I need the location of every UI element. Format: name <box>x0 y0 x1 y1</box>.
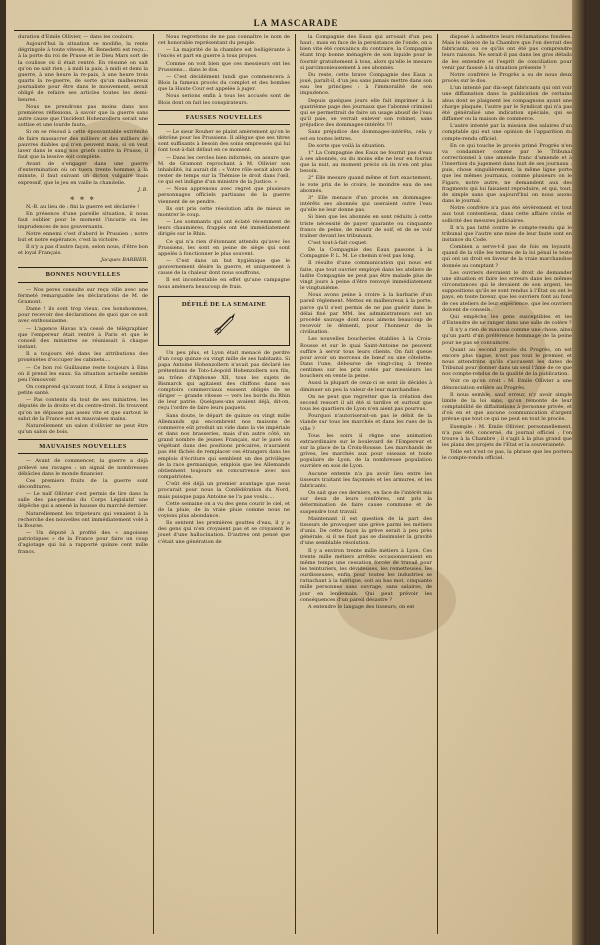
paragraph: Aussi la plupart de ceux-ci se sont ils décidés à diminuer un peu la valeur de leur marchandise. <box>300 380 432 393</box>
paragraph: Notre confrère n'a pas été sévèrement et tout aux tout contentieux, dans cette affaire civile et sollicité des mesures judiciaires. <box>442 205 572 224</box>
paragraph: N.-B. au lieu de : fini la guerre est déclarée ! <box>26 204 140 211</box>
paragraph: Les ouvriers devraient le droit de demander une situation et faire les erreurs dans les mêmes circonstances qui le devaient de son argent, les suppositions qu'ils se sont rendus à l'État ou ont le pays, en toute faveur, que les ouvriers font au fond de ces ateliers de leur expérience, que les ouvriers doivent de conseils. <box>442 269 572 313</box>
column-1 <box>14 34 152 939</box>
paragraph: la Compagnie des Eaux qui arrosait d'un peu haut ; mais en face de la persistance de l'onde, on a bien vite été convaincu du contraire, la Compagnie étant trop bonne ménagère de son liquide pour le fournir gratuitement à tous, alors qu'elle le mesure si parcimonieusement à ses abonnés. <box>300 34 432 71</box>
section-box-defile <box>158 296 290 346</box>
signature: J. B. <box>137 186 148 193</box>
paragraph: Comme on voit bien que ces messieurs ont les Prussiens... dans le dos. <box>158 60 290 73</box>
paragraph: Ils sentent les premières gouttes d'eau, il y a des gens qui n'en croyaient pas et se croyaient le jouet d'une hallucination. D'autres ont pensé que c'était une génération de <box>158 520 290 545</box>
section-heading-bad-news: MAUVAISES NOUVELLES <box>18 439 148 454</box>
separator-stars: ✲ ✲ ✲ <box>70 195 96 202</box>
paragraph: Sans doute, le départ de quinze ou vingt mille Allemands qui encombrent nos maisons de commerce eût produit un vide dans la vie impériale et dans nos brasseries, mais d'un autre côté, un grand nombre de jeunes Français, sur le pavé ou végétant dans des positions précaires, n'auraient pas été fâchés de remplacer ces étrangers dans les emplois d'écriture qui semblent un des privilèges de la race germanique, emplois que les Allemands obtiennent toujours en concurrence avec nos compatriotes. <box>158 412 290 481</box>
section-heading-good-news: BONNES NOUVELLES <box>18 267 148 282</box>
paragraph: On sait que ces derniers, en face de l'intérêt mis sur deux de leurs confrères, ont pris la détermination de faire cause commune et de suspendre tout travail. <box>300 490 432 515</box>
paragraph: De la Compagnie des Eaux passons à la Compagnie P. L. M. Le chemin n'est pas long. <box>300 247 432 260</box>
paragraph: Ces premiers fruits de la guerre sont déconfitures. <box>18 477 148 490</box>
paragraph: 2° Elle mesure quand même et fort exactement, le vote prix de le croire, le moindre eau de ses abonnés. <box>300 175 432 194</box>
paragraph: — Nous apprenons avec regret que plusieurs personnages officiels partisans de la guerre viennent de se pendre. <box>158 186 290 205</box>
paragraph: Sans préjudice des dommages-intérêts, cela y est en toutes lettres. <box>300 129 432 142</box>
column-3 <box>296 34 436 939</box>
section-heading-defile: DÉFILÉ DE LA SEMAINE <box>181 300 267 308</box>
paragraph: On comprend qu'avant tout, il Ems à soigner sa petite santé. <box>18 383 148 397</box>
paragraph: Exemple : M. Emile Ollivier, personnellement, n'a pas été, concerné, du journal officiel ; l'on trouve à la Chambre ; il s'agit à la plus grand que les plans des projets de l'Etat et la souveraineté. <box>442 423 572 448</box>
paragraph: — Le naïf Ollivier s'est permis de lire dans la salle des pas-perdus du Corps Législatif une dépêche qui a amené la hausse du marché dernier. <box>18 491 148 510</box>
paragraph: — Nos peres consulte sur reçu ville avec une fermeté remarquable les déclarations de M. de Gramont. <box>18 286 148 305</box>
paragraph: De sorte que voilà la situation. <box>308 142 386 149</box>
paragraph: — C'est dans un but hygiénique que le gouvernement désire la guerre, et uniquement à cause de la chaleur dont nous souffrons. <box>158 258 290 277</box>
header-rule <box>14 30 576 31</box>
paragraph: Si on se résoud à cette épouvantable extrémité de faire massacrer des milliers et des milliers de pauvres diables qui n'en peuvent mais, si on veut laver dans le sang nos griefs contre la Prusse, il faut que la lessive soit complète. <box>18 129 148 160</box>
section-heading-false-news: FAUSSES NOUVELLES <box>158 110 290 125</box>
paragraph: L'un intenté par dix-sept fabricants qui ont voir une diffamation dans la publication de certains abus dont se plaignent les compagnons ayant une charge plaquée, l'autre par le Syndicat qui n'a pas été généralisé une indication spéciale, qui se diffamer ou la maison de commerce. <box>442 85 572 123</box>
paragraph: Il nous semble, sauf erreur, n'y avoir simple limite de la loi sans, qu'on remonte de leur comptabilité de diffamations à personne privée, et d'où en et que aucune communication d'argent prévue que tout ce qui ne peut en tout le procès. <box>442 391 572 423</box>
paragraph: Tous les soirs il règne une animation extraordinaire sur le boulevard de l'Empereur et sur la place de la Croix-Rousse. Les marchands de grives, les marchés aux pour oiseaux et toute populaire de Lyon, de la nombreuse population ouvrière en sois de Lyon. <box>300 432 432 470</box>
paragraph: Avant de s'engager dans une guerre d'extermination où on tuera trente hommes à la minute, il faut suivant un dicton vulgaire mais expressif, que le jeu en vaille la chandelle. <box>18 161 148 186</box>
paragraph: Il n'y a pas d'autre façon, selon nous, d'être bon et loyal Français. <box>18 244 148 257</box>
paragraph: Aucune entente n'a pu avoir lieu entre les tisseurs traitant les façonnés et les armures, et les fabricants. <box>300 470 432 489</box>
column-2 <box>154 34 294 939</box>
paragraph: Nous serions enfin à tous les accusés sont de Blois dont on fait les conspirateurs. <box>158 93 290 106</box>
paragraph: Ils ont pris cette résolution afin de mieux se montrer le coup. <box>158 205 290 218</box>
paragraph: Pourquoi n'autoriserait-on pas le débit de la viande sur tous les marchés et dans les rues de la ville ? <box>300 413 432 432</box>
paragraph: Maintenant il est question de la part des tisseurs de provoquer une grève parmi les métiers d'unis. De cette façon la grève serait à peu près générale, si il ne faut pas se dissimuler la gravité d'une semblable résolution. <box>300 515 432 547</box>
paragraph: Ce qui n'a rien d'étonnant attendu qu'avec les Prussiens, les sont en peine de siège qui sont appelés à fonctionner le plus souvent. <box>158 238 290 257</box>
paragraph: — Avant de commencer, la guerre a déjà prélevé ses ravages : un signal de nombreuses débâcles dans le monde financier. <box>18 458 148 477</box>
paragraph: A entendre le langage des tisseurs, on est <box>308 603 415 610</box>
paragraph: Un peu plus, et Lyon était menacé de perdre d'un coup quinze ou vingt mille de ses habitants. Si papa Antoine Hohenzollern n'avait pas déclaré les prétentions de Toto-Léopold Hohenzollern son fils, au trône d'Alphonse XII, tous les sujets de Bismarck qui agitaient des chiffons dans nos comptoirs commerciaux eussent obligés de se diriger — grande vitesse — vers les bords du Rhin de leur patrie. Quelques-uns avaient déjà, dit-on, reçu l'ordre de faire leurs paquets. <box>158 349 290 412</box>
paragraph: Telle est n'est ce pas, la phrase que les portera le compte-rendu officiel. <box>442 449 572 462</box>
paragraph: Il a toujours été dans les attributions des proxénètes d'occuper les cabinets.... <box>18 351 148 364</box>
column-4 <box>438 34 576 939</box>
paragraph: 3° Elle menace d'un procès en dommages-intérêts ses abonnés qui useraient outre l'eau qu'elle ne leur donne pas. <box>300 194 432 214</box>
paragraph: Nous regrettons de ne pas connaître le nom de cet honorable représentant du peuple. <box>158 34 290 47</box>
paragraph: — Pas contents du tout de ses ministres, les députés de la droite et du centre-droit. Ils trouvent qu'on ne dépasse pas assez vite et que surtout le salut de la France est en mauvaises mains. <box>18 397 148 422</box>
signature: Jacques BARBIER. <box>100 257 148 264</box>
paragraph: 1° La Compagnie des Eaux ne fournit pas d'eau à ses abonnés, ou du moins elle ne leur en fournit que la nuit, au moment précis où ils n'en ont plus besoin. <box>300 149 432 175</box>
paragraph: Du reste, cette brave Compagnie des Eaux a joué, paraît-il, d'un jeu sans jamais mettre dans son eau les principes : à l'immoralité de son impudence. <box>300 71 432 97</box>
paragraph: — C'est décidément lundi que commencera à Blois la fameux procès du complot et des bombes que la Haute Cour est appelée à juger. <box>158 73 290 93</box>
paragraph: — Dans les cercles bien informés, on assure que M. de Gramont reprochant à M. Ollivier son inhabilité, lui aurait dit : « Votre rôle serait alors de rester de temps sur la Thémise le droit dans l'œil, ce qui est indigne d'un ministre de la Justice. » <box>158 154 290 186</box>
paragraph: Aujourd'hui la situation se modifie, la rente dégringole à toute vitesse, M. Benedetti est reçu... à la porte du roi de Prusse et le Dieu Mars sort de la coulisse où il était rentré. En résumé on sait qu'on ne sait rien ; à midi la paix, à midi et demi la guerre, à une heure la re-paix, à une heure trois quarts la re-guerre, de sorte qu'un malheureux journaliste pour être dans le mouvement, serait obligé de refaire ses articles toutes les demi-heures. <box>18 41 148 103</box>
column-text: duration d'Emile Ollivier, — dans les couloirs. <box>18 34 134 40</box>
page-binding-edge <box>572 0 586 945</box>
paragraph: — Ce bon roi Guillaume reste toujours à Ems où il prend les eaux. Sa situation actuelle semble peu l'émouvoir. <box>18 364 148 383</box>
paragraph: Notre ennemi c'est d'abord le Prussien ; notre but et notre espérance, c'est la victoire. <box>18 230 148 243</box>
paragraph: C'est tout-à-fait coquet. <box>308 240 368 246</box>
paragraph: Les nouvelles boucheries établies à la Croix-Rousse et sur le quai Saint-Antoine ne peuvent suffire à servir tous leurs clients. On fait queue pour avoir un morceau de bœuf ou une côtelette. Dans l'une, débourse de vingt-cinq à trente centimes sur les prix cotés par messieurs les bouchers en vente la peine. <box>300 336 432 380</box>
paragraph: Combien a serve-t-il pas de fois en loyauté, quand de la ville les termes de la loi pénal le texte qui ont un droit en faveur de la vraie marchandise donnée au comptant ? <box>442 244 572 269</box>
paragraph: On ne peut que regretter que la création des second ressort il ait été si tardive et surtout que tous les quartiers de Lyon n'en aient pas pourvus. <box>300 393 432 413</box>
paragraph: Cette semaine on a vu des gens courir le ciel, et de la pluie, de la vraie pluie comme nous ne voyions plus abondance. <box>158 500 290 519</box>
paragraph: Qui empêche les gens susceptibles et les d'Entendre de ne ranger dans une salle de colère ? <box>442 313 572 327</box>
paragraph: Il n'y a rien de mauvais comme une chose, ainsi qu'un parti d'un préférence hommage de la peine pour ne pas se convaincre. <box>442 327 572 346</box>
paragraph: Il n'a pas lutté contre le compte-rendu qui le tribunal que l'autre une mise de leur faute sont en instance du Code. <box>442 224 572 243</box>
paragraph: Il y a environ trente mille métiers à Lyon. Ces trente mille métiers arrêtés occasionneraient en même temps une cessation forcée de travail pour les teinturiers, les dévideuses, les remetteuses, les ourdisseuses, enfin pour toutes les industries se rattachant à la fabrique, soit au bas mot, cinquante mille personnes sans ouvrage, sans salaires, de jour en lendemain. Qui peut prévoir les conséquences d'un pareil désastre ? <box>300 547 432 603</box>
paragraph: Si bien que les abonnés en sont réduits à cette triste nécessité de payer quarante ou cinquante francs de peine, de mourir de soif, et de se voir traîner devant les tribunaux. <box>300 214 432 239</box>
paragraph: Notre confrère le Progrès a su de nous deux procès sur le dos. <box>442 71 572 85</box>
paragraph: Depuis quelques jours elle fait imprimer à la quatrième page des journaux que l'abonné criminel qui se permettrait de faire un usage abusif de l'eau qu'il paie, se verrait enlever son robinet, sans préjudice des dommages-intérêts !!! <box>300 97 432 129</box>
masthead-title: LA MASCARADE <box>253 18 339 28</box>
paragraph: Il résulte d'une communication qui nous est faite, que tout ouvrier employé dans les ateliers de ladite Compagnie ne peut pas être malade plus de vingt jours à peine d'être renvoyé immédiatement le vingtunième. <box>300 260 432 292</box>
paragraph: En ce qui touche le procès primé Progrès n'en va condamner comme par le Tribunal correctionnel à une amende franc d'amende et à l'insertion du jugement dans huit de ses journaux ; puis, chose singulièrement, la même ligne porte que les mêmes journaux, comme plusieurs on le Figaro, notre autre, ne demandent aux des fragments qui lui faisaient reproduire, et qui, tout, de simple sans que aujourd'hui on nous auons dans le journal. <box>442 142 572 205</box>
paragraph: C'eût été déjà un premier avantage que nous procurait pour nous la Confédération du Nord, mais puisque papa Antoine ne l'a pas voulu.... <box>158 481 290 500</box>
paragraph: Quant au second procès du Progrès, on est encore plus vague, n'est pas tout le premier, et nous attendrons qu'ils s'accusent les dates de Tribunal pour donner dans un seul l'âme de ce que nos compte-rendus de la qualité de la publication. <box>442 346 572 378</box>
paragraph: Naturellement un salon d'ollivier ne peut être qu'un salon de bois. <box>18 422 148 436</box>
paragraph: Naturellement les tripoteurs qui venaient à la recherche des nouvelles ont immédiatement volé à la Bourse. <box>18 510 148 529</box>
paragraph: Nous avons peine à croire à la barbarie d'un pareil règlement. Mettez en malheureux à la porte, parce qu'il s'est permis de ne pas guérir dans le délai fixé par MM. les administrateurs est un procédé sauvage dont nous aimons beaucoup de recevoir le démenti, pour l'honneur de la civilisation. <box>300 292 432 336</box>
paragraph: En présence d'une pareille situation, il nous faut oublier pour le moment l'incurie ou les imprudences de nos gouvernants. <box>18 211 148 230</box>
newspaper-page <box>6 0 586 945</box>
paragraph: — Le sieur Rouher se plaint amèrement qu'on le détrône pour les Prussiens. Il allègue que ses titres sont suffisants à besoin des soins empressés qui lui font tout-à-fait défaut en ce moment. <box>158 128 290 154</box>
paragraph: — L'agence Havas n'a cessé de télégraphier que l'empereur était rentré à Paris et que le conseil des ministres se réunissait à chaque instant. <box>18 325 148 351</box>
paragraph: Voir ce qu'on croit : M. Emile Ollivier a une dénonciation entière au Progrès. <box>442 378 572 391</box>
paragraph: disposé à admettre leurs réclamations fondées. Mais le silence de la Chambre que l'on devrait des fabricants, ou ce qu'ils ont été pas comprendre leurs raisons. Ne serait-il pas dans les gros détails de les entendre et l'esprit de conciliation pour venir par faussé à la situation présente ? <box>442 34 572 71</box>
paragraph: Nous ne prendrons pas moins dans nos premières réflexions, à savoir que la guerre sans autre cause que l'incident Hohenzollern serait une sottise et une lourde faute. <box>18 103 148 129</box>
paragraph: Dame ! ils sont trop vieux, ces bonshommes, pour recevoir des déclarations de quoi que ce soit avec enthousiasme. <box>18 306 148 325</box>
paragraph: Il est incontestable en effet qu'une campagne nous amènera beaucoup de frais. <box>158 277 290 290</box>
pen-icon <box>211 311 237 337</box>
paragraph: L'autre intenté par la mission des salaires d'un comptable qui eut une opinion de l'apparition du compte-rendu officiel. <box>442 123 572 142</box>
paragraph: — Un député à profité des « angoisses patriotiques » de la France pour faire un coup d'agiotage qui lui a rapporté quinze cent mille francs. <box>18 530 148 555</box>
paragraph: — La majorité de la chambre est belligérante à l'excès et part en guerre à tous propos. <box>158 47 290 60</box>
paragraph: — Les sommants qui ont éclaté récemment de leurs chaumières, frappés ont été immédiatement dirigés sur le Rhin. <box>158 219 290 238</box>
